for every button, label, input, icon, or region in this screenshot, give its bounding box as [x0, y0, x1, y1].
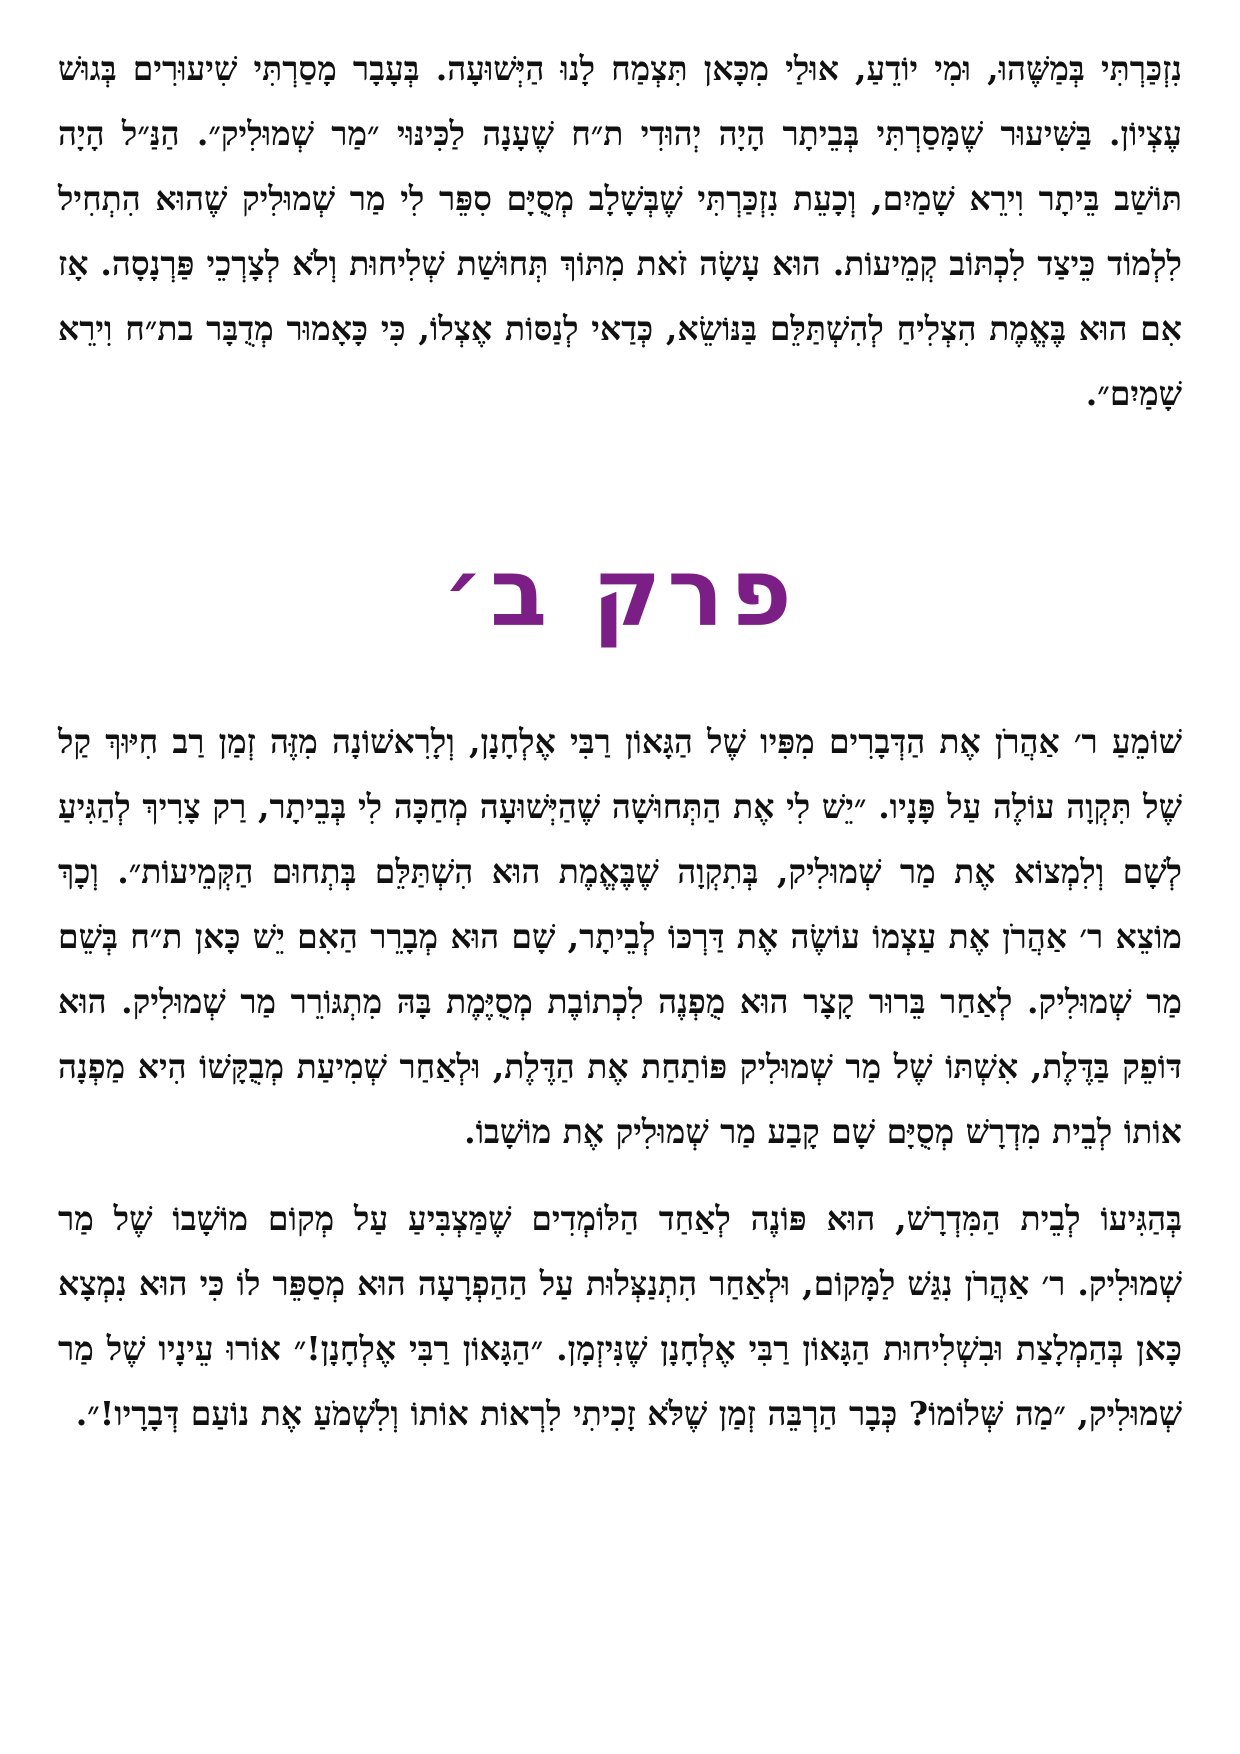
paragraph-beit-midrash: בְּהַגִּיעוֹ לְבֵית הַמִּדְרָשׁ, הוּא פּוֹנֶה לְאַחַד הַלּוֹמְדִים שֶׁמַּצְבִּיעַ עַל מְקוֹם מוֹשָׁבוֹ שֶׁל מַר שְׁמוּלִיק. ר׳ אַהֲרֹן נִגַּשׁ לַמָּקוֹם, וּלְאַחַר הִתְנַצְּלוּת עַל הַהַפְרָעָה הוּא מְסַפֵּר לוֹ כִּי הוּא נִמְצָא כָּאן בְּהַמְלָצַת וּבִשְׁלִיחוּת הַגָּאוֹן רַבִּי אֶלְחָנָן שֶׁנִּיזְמָן. ״הַגָּאוֹן רַבִּי אֶלְחָנָן!״ אוֹרוּ עֵינָיו שֶׁל מַר שְׁמוּלִיק, ״מַה שְּׁלוֹמוֹ? כְּבָר הַרְבֵּה זְמַן שֶׁלֹּא זָכִיתִי לִרְאוֹת אוֹתוֹ וְלִשְׁמֹעַ אֶת נוֹעַם דְּבָרָיו!״.: [58, 1199, 1182, 1433]
document-page: [58, 36, 1182, 1716]
paragraph-intro: נִזְכַּרְתִּי בְּמַשֶּׁהוּ, וּמִי יוֹדֵעַ, אוּלַי מִכָּאן תִּצְמַח לָנוּ הַיְּשׁוּעָה. בְּעָבָר מָסַרְתִּי שִׁיעוּרִים בְּגוּשׁ עֶצְיוֹן. בַּשִּׁיעוּר שֶׁמָּסַרְתִּי בְּבֵיתָר הָיָה יְהוּדִי ת״ח שֶׁעָנָה לַכִּינּוּי ״מַר שְׁמוּלִיק״. הַנַּ״ל הָיָה תּוֹשַׁב בֵּיתָר וִירֵא שָׁמַיִם, וְכָעֵת נִזְכַּרְתִּי שֶׁבְּשָׁלָב מְסֻיָּם סִפֵּר לִי מַר שְׁמוּלִיק שֶׁהוּא הִתְחִיל לִלְמוֹד כֵּיצַד לִכְתּוֹב קְמֵיעוֹת. הוּא עָשָׂה זֹאת מִתּוֹךְ תְּחוּשַׁת שְׁלִיחוּת וְלֹא לְצָרְכֵי פַּרְנָסָה. אָז אִם הוּא בֶּאֱמֶת הִצְלִיחַ לְהִשְׁתַּלֵּם בַּנּוֹשֵׂא, כְּדַאי לְנַסּוֹת אֶצְלוֹ, כִּי כָּאָמוּר מְדֻבָּר בת״ח וִירֵא שָׁמַיִם״.: [58, 49, 1182, 413]
chapter-heading: פרק ב׳: [442, 539, 798, 648]
paragraph-story: שׁוֹמֵעַ ר׳ אַהֲרֹן אֶת הַדְּבָרִים מִפִּיו שֶׁל הַגָּאוֹן רַבִּי אֶלְחָנָן, וְלָרִאשׁוֹנָה מִזֶּה זְמַן רַב חִיּוּךְ קַל שֶׁל תִּקְוָה עוֹלֶה עַל פָּנָיו. ״יֵשׁ לִי אֶת הַתְּחוּשָׁה שֶׁהַיְּשׁוּעָה מְחַכָּה לִי בְּבֵיתָר, רַק צָרִיךְ לְהַגִּיעַ לְשָׁם וְלִמְצוֹא אֶת מַר שְׁמוּלִיק, בְּתִקְוָה שֶׁבֶּאֱמֶת הוּא הִשְׁתַּלֵּם בְּתְחוּם הַקְּמֵיעוֹת״. וְכָךְ מוֹצֵא ר׳ אַהֲרֹן אֶת עַצְמוֹ עוֹשֶׂה אֶת דַּרְכּוֹ לְבֵיתָר, שָׁם הוּא מְבָרֵר הַאִם יֵשׁ כָּאן ת״ח בְּשֵׁם מַר שְׁמוּלִיק. לְאַחַר בֵּרוּר קָצָר הוּא מֻפְנֶה לִכְתוֹבֶת מְסֻיֶּמֶת בָּהּ מִתְגּוֹרֵר מַר שְׁמוּלִיק. הוּא דּוֹפֵק בַּדֶּלֶת, אִשְׁתּוֹ שֶׁל מַר שְׁמוּלִיק פּוֹתַחַת אֶת הַדֶּלֶת, וּלְאַחַר שְׁמִיעַת מְבֻקָּשׁוֹ הִיא מַפְנָה אוֹתוֹ לְבֵית מִדְרָשׁ מְסֻיָּם שָׁם קָבַע מַר שְׁמוּלִיק אֶת מוֹשָׁבוֹ.: [58, 722, 1182, 1151]
